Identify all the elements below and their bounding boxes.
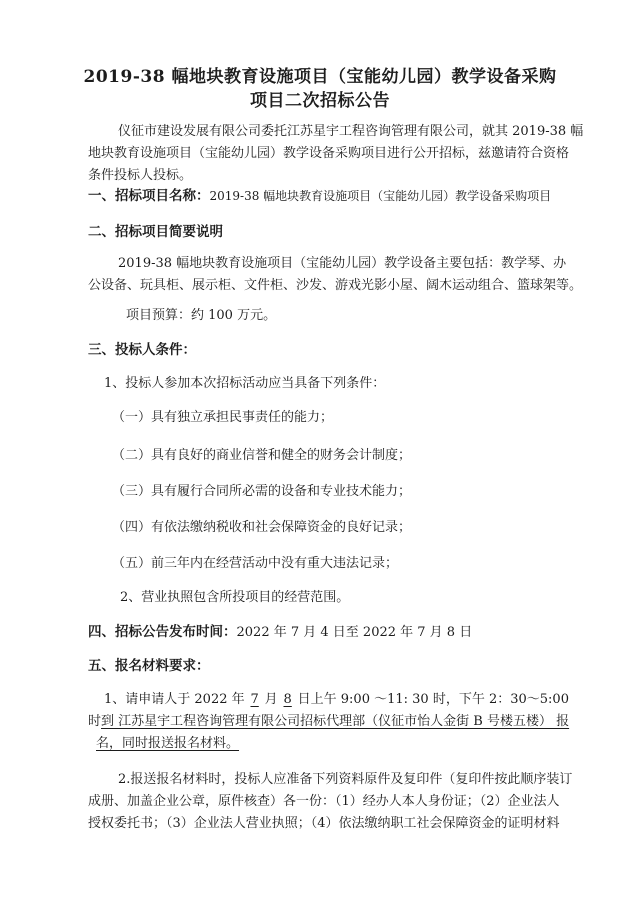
section5-p1-line1 [104, 690, 569, 710]
section2-label: 二、招标项目简要说明 [88, 224, 223, 240]
section4-label: 四、招标公告发布时间： [88, 624, 237, 640]
section5-p2-line3: 授权委托书；（3）企业法人营业执照；（4）依法缴纳职工社会保障资金的证明材料 [88, 816, 560, 831]
p1-line2-underlined: 到 江苏星宇工程咨询管理有限公司招标代理部（仪征市怡人金街 B 号楼五楼） 报 [101, 714, 570, 729]
p1-suffix: 日上午 9:00 ～11: 30 时，下午 2：30～5:00 [297, 692, 569, 707]
condition-4: （四）有依法缴纳税收和社会保障资金的良好记录； [112, 520, 412, 535]
p1-prefix: 1、请申请人于 2022 年 [104, 692, 245, 707]
section5-p1-line3: 名，同时报送报名材料。 [96, 736, 240, 751]
section5-p1-line2 [88, 712, 569, 732]
p1-mid: 月 [264, 692, 278, 707]
section4 [88, 622, 472, 643]
p1-line2-plain: 时 [88, 714, 102, 729]
condition-1: （一）具有独立承担民事责任的能力； [112, 410, 334, 425]
section1-value: 2019-38 幅地块教育设施项目（宝能幼儿园）教学设备采购项目 [209, 189, 552, 203]
p1-day: 8 [283, 692, 292, 707]
intro-line3: 条件投标人投标。 [88, 168, 193, 183]
section3-item1: 1、投标人参加本次招标活动应当具备下列条件： [104, 376, 386, 391]
section4-value: 2022 年 7 月 4 日至 2022 年 7 月 8 日 [236, 625, 473, 640]
section2-desc-line1: 2019-38 幅地块教育设施项目（宝能幼儿园）教学设备主要包括：教学琴、办 [118, 256, 567, 271]
section5-label: 五、报名材料要求： [88, 658, 210, 674]
condition-2: （二）具有良好的商业信誉和健全的财务会计制度； [112, 448, 412, 463]
document-title-line1: 2019-38 幅地块教育设施项目（宝能幼儿园）教学设备采购 [83, 67, 557, 87]
section5-p2-line2: 成册、加盖企业公章，原件核查）各一份：（1）经办人本人身份证；（2）企业法人 [88, 794, 560, 809]
intro-line2: 地块教育设施项目（宝能幼儿园）教学设备采购项目进行公开招标，兹邀请符合资格 [88, 146, 570, 161]
section5-p2-line1: 2.报送报名材料时，投标人应准备下列资料原件及复印件（复印件按此顺序装订 [118, 772, 573, 787]
section1 [88, 186, 551, 207]
condition-5: （五）前三年内在经营活动中没有重大违法记录； [112, 556, 399, 571]
document-title-line2: 项目二次招标公告 [250, 91, 390, 111]
section1-label: 一、招标项目名称： [88, 188, 210, 204]
section3-item2: 2、营业执照包含所投项目的经营范围。 [120, 590, 350, 605]
condition-3: （三）具有履行合同所必需的设备和专业技术能力； [112, 484, 412, 499]
section2-budget: 项目预算：约 100 万元。 [126, 308, 277, 323]
section2-desc-line2: 公设备、玩具柜、展示柜、文件柜、沙发、游戏光影小屋、阔木运动组合、篮球架等。 [88, 278, 583, 293]
p1-month: 7 [250, 692, 259, 707]
intro-line1: 仪征市建设发展有限公司委托江苏星宇工程咨询管理有限公司，就其 2019-38 幅 [118, 124, 584, 139]
section3-label: 三、投标人条件： [88, 342, 196, 358]
